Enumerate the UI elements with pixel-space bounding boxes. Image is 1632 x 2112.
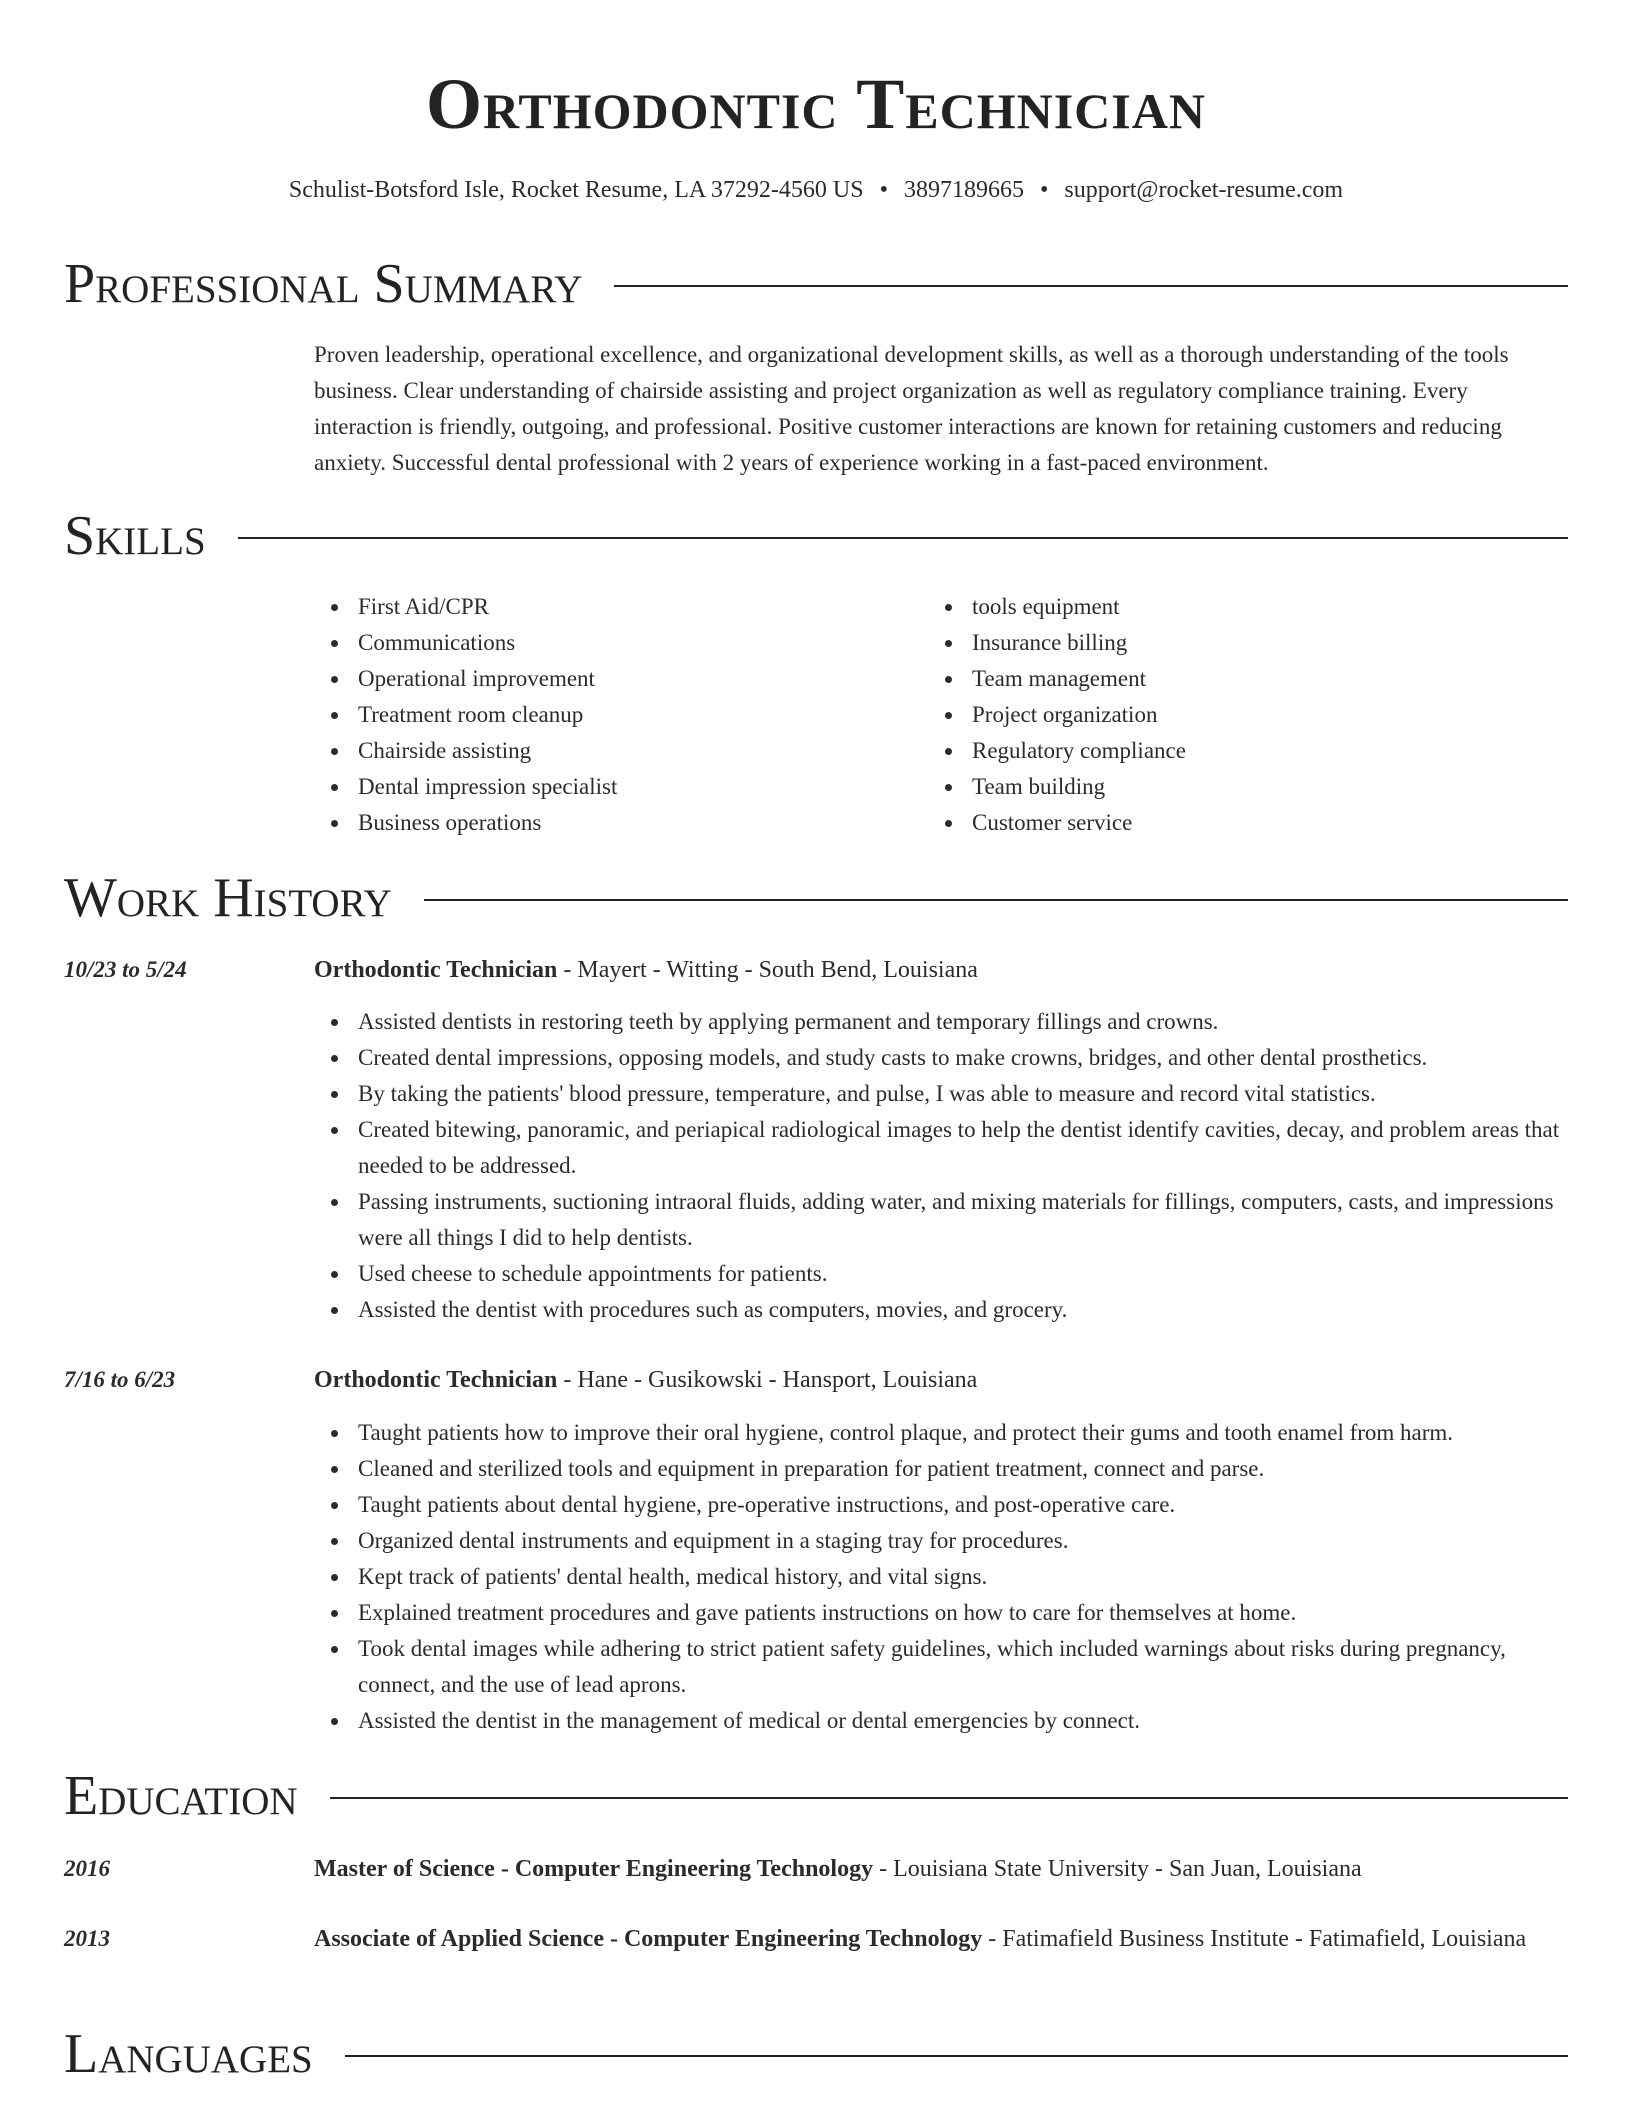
section-divider — [238, 537, 1568, 539]
duty-item: Took dental images while adhering to strict patient safety guidelines, which included warnings about risks during pregnancy, connect, and the use of lead aprons. — [358, 1631, 1570, 1703]
skill-item: Customer service — [972, 805, 1532, 841]
skill-item: Treatment room cleanup — [358, 697, 918, 733]
job-dates: 10/23 to 5/24 — [64, 957, 187, 982]
skills-section-header — [64, 504, 1568, 568]
duty-item: Passing instruments, suctioning intraoral fluids, adding water, and mixing materials for fillings, computers, casts, and impressions were all things I did to help dentists. — [358, 1184, 1570, 1256]
work-section-header — [64, 866, 1568, 930]
education-degree: Associate of Applied Science - Computer Engineering Technology — [314, 1926, 983, 1952]
skill-item: Team management — [972, 661, 1532, 697]
duty-item: By taking the patients' blood pressure, temperature, and pulse, I was able to measure and record vital statistics. — [358, 1076, 1570, 1112]
summary-section-header — [64, 252, 1568, 316]
job-title-line — [314, 1360, 1570, 1400]
duty-item: Assisted the dentist in the management of medical or dental emergencies by connect. — [358, 1703, 1570, 1739]
duty-item: Organized dental instruments and equipment in a staging tray for procedures. — [358, 1523, 1570, 1559]
duty-item: Kept track of patients' dental health, medical history, and vital signs. — [358, 1559, 1570, 1595]
skills-list-right — [928, 589, 1532, 841]
work-heading: Work History — [64, 867, 392, 929]
skill-item: Chairside assisting — [358, 733, 918, 769]
job-duties — [314, 1004, 1570, 1328]
education-entry — [314, 1849, 1570, 1889]
education-section-header — [64, 1764, 1568, 1828]
skill-item: Project organization — [972, 697, 1532, 733]
resume-name: Orthodontic Technician — [426, 64, 1206, 144]
skill-item: Dental impression specialist — [358, 769, 918, 805]
contact-phone: 3897189665 — [903, 177, 1024, 203]
job-company: - Mayert - Witting - South Bend, Louisiana — [557, 957, 978, 983]
skill-item: Communications — [358, 625, 918, 661]
skill-item: tools equipment — [972, 589, 1532, 625]
skills-heading: Skills — [64, 505, 206, 567]
skill-item: Operational improvement — [358, 661, 918, 697]
skill-item: Regulatory compliance — [972, 733, 1532, 769]
contact-email: support@rocket-resume.com — [1064, 177, 1344, 203]
summary-heading: Professional Summary — [64, 253, 583, 315]
duty-item: Explained treatment procedures and gave patients instructions on how to care for themselves at home. — [358, 1595, 1570, 1631]
summary-text: Proven leadership, operational excellence, and organizational development skills, as well as a thorough understanding of the tools business. Clear understanding of chairside assisting and project organization as well as regulatory compliance training. Every interaction is friendly, outgoing, and professional. Positive customer interactions are known for retaining customers and reducing anxiety. Successful dental professional with 2 years of experience working in a fast-paced environment. — [314, 342, 1509, 475]
section-divider — [345, 2055, 1568, 2057]
section-divider — [614, 285, 1568, 287]
job-title-line — [314, 950, 1570, 990]
education-degree: Master of Science - Computer Engineering Technology — [314, 1856, 874, 1882]
duty-item: Assisted dentists in restoring teeth by applying permanent and temporary fillings and crowns. — [358, 1004, 1570, 1040]
contact-separator: • — [879, 177, 888, 203]
duty-item: Created bitewing, panoramic, and periapical radiological images to help the dentist identify cavities, decay, and problem areas that needed to be addressed. — [358, 1112, 1570, 1184]
contact-address: Schulist-Botsford Isle, Rocket Resume, LA 37292-4560 US — [288, 177, 864, 203]
job-title: Orthodontic Technician — [314, 957, 558, 983]
skills-list-left — [314, 589, 918, 841]
job-company: - Hane - Gusikowski - Hansport, Louisiana — [557, 1367, 978, 1393]
duty-item: Taught patients how to improve their oral hygiene, control plaque, and protect their gums and tooth enamel from harm. — [358, 1415, 1570, 1451]
education-year: 2016 — [64, 1856, 110, 1881]
skill-item: Insurance billing — [972, 625, 1532, 661]
section-divider — [424, 899, 1568, 901]
duty-item: Taught patients about dental hygiene, pre-operative instructions, and post-operative care. — [358, 1487, 1570, 1523]
skill-item: Team building — [972, 769, 1532, 805]
languages-heading: Languages — [64, 2023, 313, 2085]
contact-line — [64, 175, 1568, 205]
job-dates: 7/16 to 6/23 — [64, 1367, 176, 1392]
duty-item: Assisted the dentist with procedures such as computers, movies, and grocery. — [358, 1292, 1570, 1328]
duty-item: Cleaned and sterilized tools and equipment in preparation for patient treatment, connect and parse. — [358, 1451, 1570, 1487]
job-duties — [314, 1415, 1570, 1739]
skill-item: Business operations — [358, 805, 918, 841]
duty-item: Created dental impressions, opposing models, and study casts to make crowns, bridges, and other dental prosthetics. — [358, 1040, 1570, 1076]
education-year: 2013 — [64, 1926, 110, 1951]
contact-separator: • — [1039, 177, 1049, 203]
education-heading: Education — [64, 1765, 298, 1827]
languages-section-header — [64, 2022, 1568, 2086]
education-school: - Fatimafield Business Institute - Fatimafield, Louisiana — [982, 1926, 1527, 1952]
section-divider — [330, 1797, 1568, 1799]
duty-item: Used cheese to schedule appointments for patients. — [358, 1256, 1570, 1292]
education-school: - Louisiana State University - San Juan, Louisiana — [873, 1856, 1362, 1882]
education-entry — [314, 1919, 1570, 1959]
job-title: Orthodontic Technician — [314, 1367, 558, 1393]
skill-item: First Aid/CPR — [358, 589, 918, 625]
